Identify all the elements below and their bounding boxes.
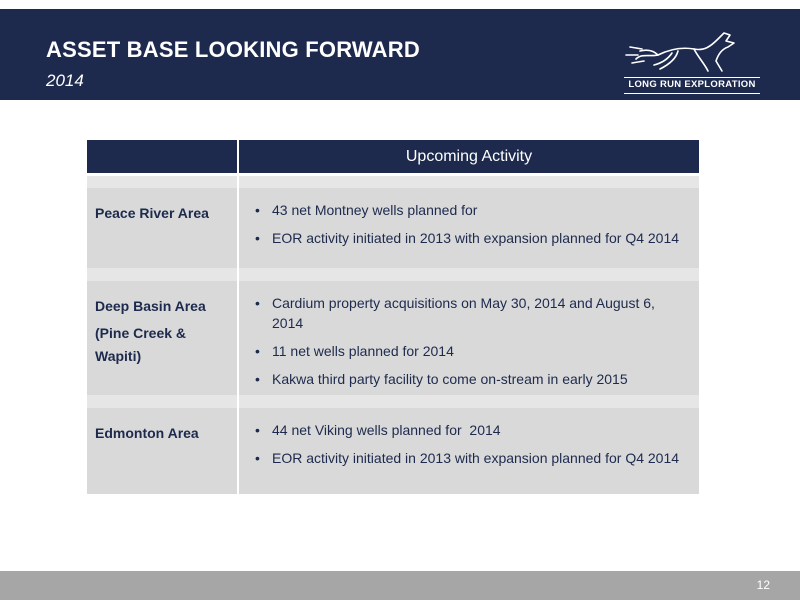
logo-bottom-rule xyxy=(624,93,760,94)
slide-subtitle: 2014 xyxy=(46,71,84,90)
activity-table xyxy=(87,140,699,494)
list-item: • EOR activity initiated in 2013 with expansion planned for Q4 2014 xyxy=(255,230,680,246)
list-item: • Kakwa third party facility to come on-stream in early 2015 xyxy=(255,371,628,387)
table-header-row xyxy=(87,140,699,173)
activity-cell xyxy=(239,408,699,494)
table-spacer xyxy=(87,176,699,188)
area-cell xyxy=(87,408,237,494)
activity-cell xyxy=(239,188,699,268)
table-row xyxy=(87,281,699,395)
logo-text: LONG RUN EXPLORATION xyxy=(628,79,756,90)
horse-logo-icon xyxy=(618,25,766,77)
table-spacer xyxy=(87,268,699,281)
area-cell xyxy=(87,188,237,268)
list-item: • EOR activity initiated in 2013 with expansion planned for Q4 2014 xyxy=(255,450,680,466)
area-subname: (Pine Creek & Wapiti) xyxy=(95,325,187,364)
logo-top-rule xyxy=(624,77,760,78)
list-item: • 11 net wells planned for 2014 xyxy=(255,343,454,359)
area-name: Peace River Area xyxy=(95,205,209,221)
list-item: • 44 net Viking wells planned for 2014 xyxy=(255,422,501,438)
list-item: • 43 net Montney wells planned for xyxy=(255,202,478,218)
table-header-label: Upcoming Activity xyxy=(239,140,699,173)
table-row xyxy=(87,408,699,494)
area-name: Edmonton Area xyxy=(95,425,199,441)
page-number: 12 xyxy=(756,578,770,592)
slide-title: ASSET BASE LOOKING FORWARD xyxy=(46,37,420,62)
slide-header xyxy=(0,0,800,100)
company-logo xyxy=(618,25,766,101)
table-spacer xyxy=(87,395,699,408)
table-header-blank xyxy=(87,140,237,173)
activity-cell xyxy=(239,281,699,395)
area-cell xyxy=(87,281,237,395)
list-item: • Cardium property acquisitions on May 30, 2014 and August 6, 2014 xyxy=(255,295,655,331)
slide-footer xyxy=(0,571,800,600)
table-row xyxy=(87,188,699,268)
area-name: Deep Basin Area xyxy=(95,298,206,314)
